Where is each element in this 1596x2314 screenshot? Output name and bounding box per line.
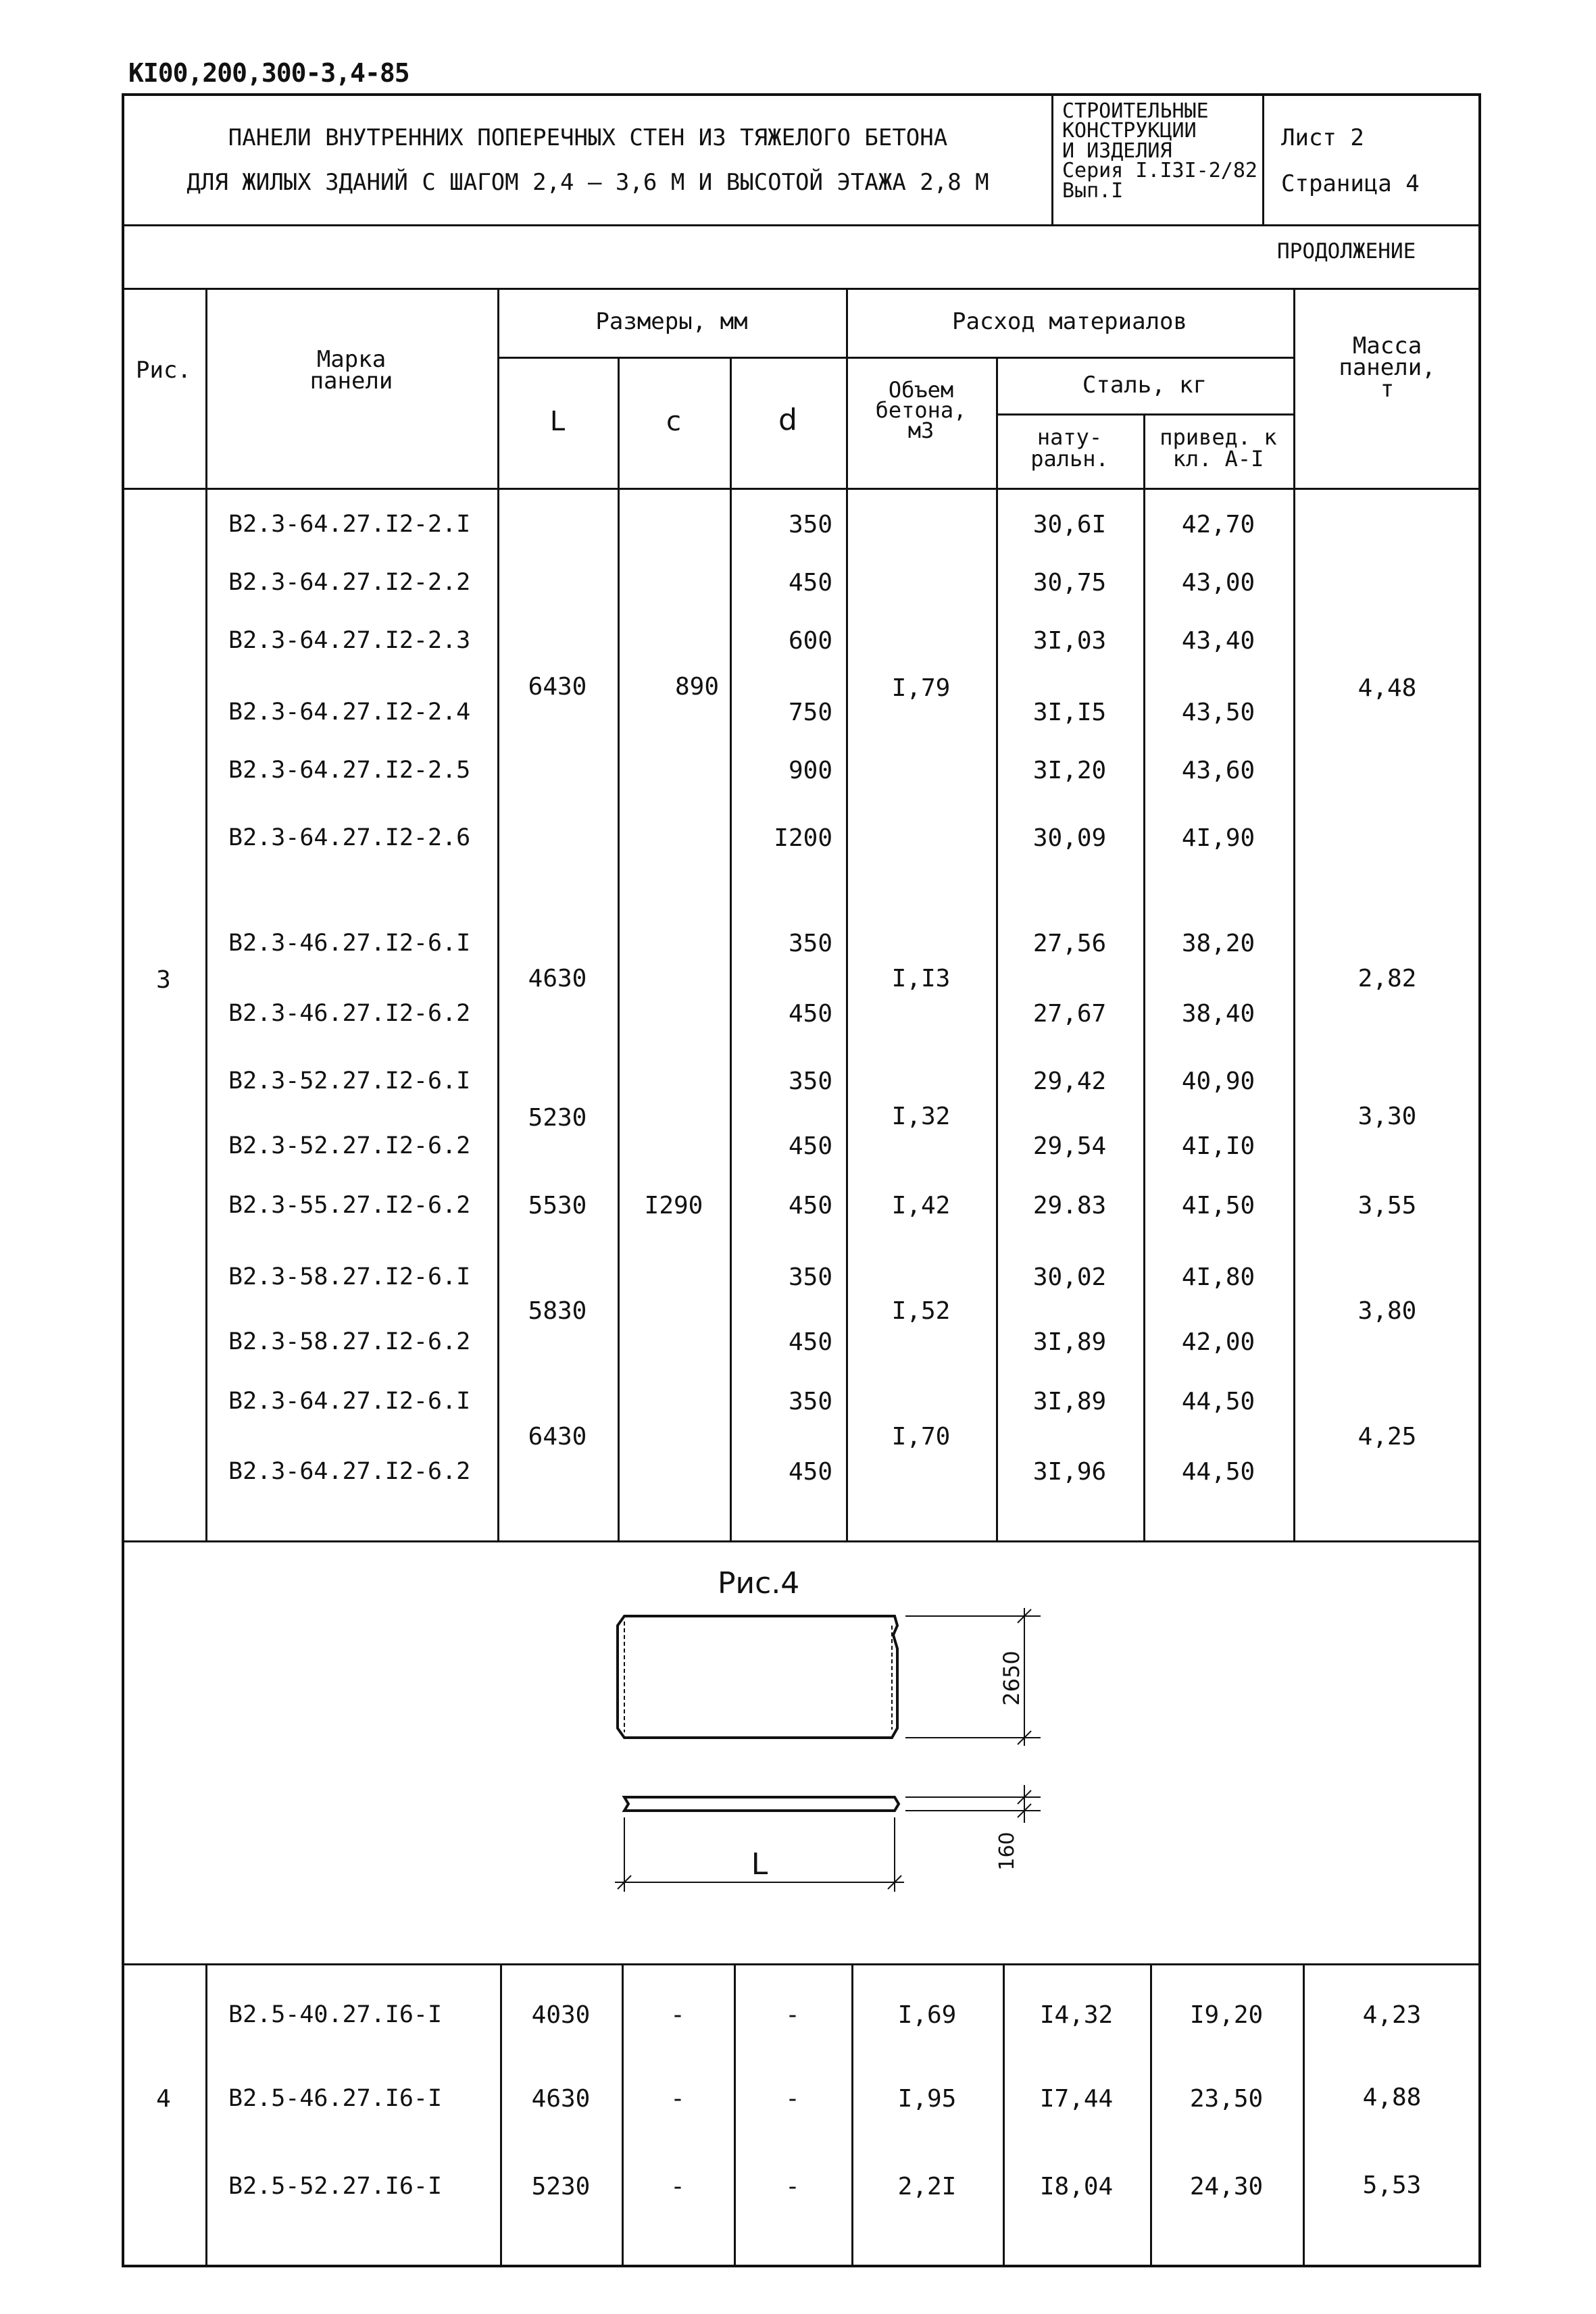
dim-d: 450 (788, 569, 832, 597)
steel-natural: 30,75 (1032, 569, 1107, 597)
dim-L: 6430 (528, 673, 587, 701)
section3-bottom-line (122, 1540, 1481, 1542)
panel-mark: В2.5-40.27.I6-I (228, 2001, 443, 2028)
dim-L: 4630 (531, 2085, 591, 2113)
col-header-mass: т (1380, 376, 1395, 403)
panel-mark: В2.3-64.27.I2-2.2 (228, 569, 471, 596)
dim-c: - (670, 2173, 685, 2200)
dim-d: I200 (774, 824, 832, 852)
steel-reduced: 4I,90 (1181, 824, 1255, 852)
panel-front-view (618, 1616, 897, 1738)
dim-c: 890 (674, 673, 719, 701)
dim-L: 5230 (528, 1104, 587, 1132)
dim-thickness-label: 160 (995, 1832, 1019, 1871)
dim-d: - (785, 2001, 800, 2029)
col-header-concrete: Объем (888, 377, 954, 403)
panel-mark: В2.3-64.27.I2-2.4 (228, 699, 471, 726)
dim-d: 750 (788, 699, 832, 726)
steel-natural: 27,67 (1032, 1000, 1107, 1028)
panel-mark: В2.3-64.27.I2-2.6 (228, 824, 471, 851)
dim-L: 6430 (528, 1423, 587, 1451)
steel-reduced: 24,30 (1189, 2173, 1264, 2200)
column-divider (618, 357, 620, 1542)
col-header-mass: Масса (1352, 332, 1422, 359)
concrete-volume: I,70 (891, 1423, 951, 1451)
dim-height-label: 2650 (999, 1651, 1024, 1706)
series-line: Вып.I (1062, 178, 1124, 203)
panel-mark: В2.3-46.27.I2-6.2 (228, 1000, 471, 1027)
steel-reduced: 4I,50 (1181, 1192, 1255, 1219)
panel-mass: 3,80 (1357, 1297, 1417, 1325)
dim-d: 450 (788, 1458, 832, 1486)
header-line (497, 357, 1293, 359)
column-divider (1293, 288, 1295, 1542)
dim-c: - (670, 2001, 685, 2029)
steel-natural: 3I,I5 (1032, 699, 1107, 726)
dim-d: 450 (788, 1000, 832, 1028)
steel-reduced: 38,40 (1181, 1000, 1255, 1028)
col-header-mark: панели (309, 368, 393, 395)
concrete-volume: I,79 (891, 674, 951, 702)
table-top-line (122, 288, 1481, 290)
col-header-L: L (549, 406, 566, 437)
header-bottom-line (122, 488, 1481, 490)
figure-caption: Рис.4 (718, 1566, 800, 1601)
series-line: СТРОИТЕЛЬНЫЕ (1062, 99, 1209, 123)
panel-mass: 5,53 (1362, 2171, 1422, 2199)
steel-reduced: 23,50 (1189, 2085, 1264, 2113)
panel-mark: В2.5-46.27.I6-I (228, 2085, 443, 2112)
panel-mass: 3,30 (1357, 1103, 1417, 1130)
col-header-steel: Сталь, кг (1082, 372, 1207, 399)
dim-L: 5230 (531, 2173, 591, 2200)
steel-reduced: 43,40 (1181, 627, 1255, 655)
steel-natural: 3I,96 (1032, 1458, 1107, 1486)
panel-mark: В2.5-52.27.I6-I (228, 2173, 443, 2200)
panel-mark: В2.3-64.27.I2-6.2 (228, 1458, 471, 1485)
dim-d: 350 (788, 1067, 832, 1095)
series-info (1062, 101, 1257, 201)
section4-top-line (122, 1963, 1481, 1965)
fig-number: 4 (156, 2085, 171, 2113)
steel-natural: 3I,89 (1032, 1328, 1107, 1356)
panel-mark: В2.3-52.27.I2-6.2 (228, 1132, 471, 1159)
panel-mark: В2.3-58.27.I2-6.2 (228, 1328, 471, 1355)
steel-natural: I8,04 (1039, 2173, 1114, 2200)
sheet-number: Лист 2 (1281, 124, 1364, 151)
panel-mark: В2.3-64.27.I2-2.I (228, 511, 471, 538)
steel-reduced: 44,50 (1181, 1388, 1255, 1415)
steel-reduced: 4I,80 (1181, 1263, 1255, 1291)
title-block-divider (1262, 93, 1264, 226)
steel-reduced: 43,00 (1181, 569, 1255, 597)
dim-d: 350 (788, 1263, 832, 1291)
column-divider (846, 288, 848, 1542)
col-header-fig: Рис. (136, 357, 191, 384)
dim-L: 4630 (528, 965, 587, 992)
dim-L: 5830 (528, 1297, 587, 1325)
steel-natural: 3I,20 (1032, 757, 1107, 784)
dim-d: 350 (788, 1388, 832, 1415)
concrete-volume: I,69 (897, 2001, 957, 2029)
steel-natural: 29.83 (1032, 1192, 1107, 1219)
page-number: Страница 4 (1281, 170, 1420, 197)
panel-mass: 4,25 (1357, 1423, 1417, 1451)
steel-natural: 29,42 (1032, 1067, 1107, 1095)
concrete-volume: I,42 (891, 1192, 951, 1219)
document-title-line2: ДЛЯ ЖИЛЫХ ЗДАНИЙ С ШАГОМ 2,4 — 3,6 М И ВЫСОТОЙ ЭТАЖА 2,8 М (186, 169, 989, 196)
steel-reduced: 42,00 (1181, 1328, 1255, 1356)
steel-reduced: 43,50 (1181, 699, 1255, 726)
dim-d: 450 (788, 1132, 832, 1160)
col-header-materials: Расход материалов (952, 308, 1187, 335)
panel-mark: В2.3-64.27.I2-2.3 (228, 627, 471, 654)
fig-number: 3 (156, 966, 171, 994)
col-header-reduced: кл. А-I (1172, 446, 1264, 472)
dim-d: 600 (788, 627, 832, 655)
steel-natural: 3I,03 (1032, 627, 1107, 655)
dim-c: I290 (644, 1192, 703, 1219)
title-block-bottom-line (122, 224, 1481, 226)
col-header-mark: Марка (316, 346, 386, 373)
dim-L: 4030 (531, 2001, 591, 2029)
steel-reduced: I9,20 (1189, 2001, 1264, 2029)
concrete-volume: I,52 (891, 1297, 951, 1325)
steel-natural: 30,02 (1032, 1263, 1107, 1291)
steel-natural: 29,54 (1032, 1132, 1107, 1160)
steel-reduced: 4I,I0 (1181, 1132, 1255, 1160)
steel-reduced: 43,60 (1181, 757, 1255, 784)
steel-natural: 30,6I (1032, 511, 1107, 538)
panel-mark: В2.3-64.27.I2-6.I (228, 1388, 471, 1415)
panel-drawing (608, 1608, 1068, 1905)
steel-natural: I4,32 (1039, 2001, 1114, 2029)
dim-d: 450 (788, 1192, 832, 1219)
steel-reduced: 40,90 (1181, 1067, 1255, 1095)
dim-d: - (785, 2173, 800, 2200)
steel-reduced: 44,50 (1181, 1458, 1255, 1486)
col-header-mass: панели, (1339, 354, 1436, 381)
column-divider (205, 288, 207, 1542)
dim-length-label: L (751, 1847, 768, 1882)
panel-mass: 4,23 (1362, 2001, 1422, 2029)
panel-mass: 3,55 (1357, 1192, 1417, 1219)
col-header-concrete: м3 (907, 418, 934, 443)
panel-mark: В2.3-64.27.I2-2.5 (228, 757, 471, 784)
col-header-sizes: Размеры, мм (595, 308, 748, 335)
col-header-concrete: бетона, (875, 397, 967, 423)
concrete-volume: 2,2I (897, 2173, 957, 2200)
steel-reduced: 38,20 (1181, 930, 1255, 957)
panel-mark: В2.3-55.27.I2-6.2 (228, 1192, 471, 1219)
col-header-d: d (778, 403, 797, 437)
col-header-c: с (666, 406, 681, 437)
steel-natural: I7,44 (1039, 2085, 1114, 2113)
dim-d: 350 (788, 511, 832, 538)
document-code: КI00,200,300-3,4-85 (128, 58, 409, 88)
panel-mark: В2.3-46.27.I2-6.I (228, 930, 471, 957)
column-divider (205, 1963, 207, 2267)
dim-c: - (670, 2085, 685, 2113)
series-line: Серия I.I3I-2/82 (1062, 159, 1257, 183)
document-title-line1: ПАНЕЛИ ВНУТРЕННИХ ПОПЕРЕЧНЫХ СТЕН ИЗ ТЯЖЕЛОГО БЕТОНА (228, 124, 948, 151)
col-header-natural: нату- (1037, 424, 1103, 450)
dim-d: 900 (788, 757, 832, 784)
concrete-volume: I,I3 (891, 965, 951, 992)
col-header-reduced: привед. к (1159, 424, 1277, 450)
dim-d: - (785, 2085, 800, 2113)
steel-natural: 27,56 (1032, 930, 1107, 957)
dim-d: 450 (788, 1328, 832, 1356)
dim-d: 350 (788, 930, 832, 957)
series-line: КОНСТРУКЦИИ (1062, 119, 1197, 143)
continuation-label: ПРОДОЛЖЕНИЕ (1277, 239, 1416, 263)
title-block-divider (1051, 93, 1053, 226)
panel-mark: В2.3-58.27.I2-6.I (228, 1263, 471, 1290)
steel-natural: 30,09 (1032, 824, 1107, 852)
panel-mass: 2,82 (1357, 965, 1417, 992)
steel-natural: 3I,89 (1032, 1388, 1107, 1415)
concrete-volume: I,95 (897, 2085, 957, 2113)
panel-mark: В2.3-52.27.I2-6.I (228, 1067, 471, 1095)
steel-reduced: 42,70 (1181, 511, 1255, 538)
panel-section-view (624, 1797, 899, 1811)
concrete-volume: I,32 (891, 1103, 951, 1130)
dim-L: 5530 (528, 1192, 587, 1219)
series-line: И ИЗДЕЛИЯ (1062, 139, 1172, 163)
panel-mass: 4,48 (1357, 674, 1417, 702)
col-header-natural: ральн. (1030, 446, 1109, 472)
panel-mass: 4,88 (1362, 2084, 1422, 2111)
column-divider (497, 288, 499, 1542)
